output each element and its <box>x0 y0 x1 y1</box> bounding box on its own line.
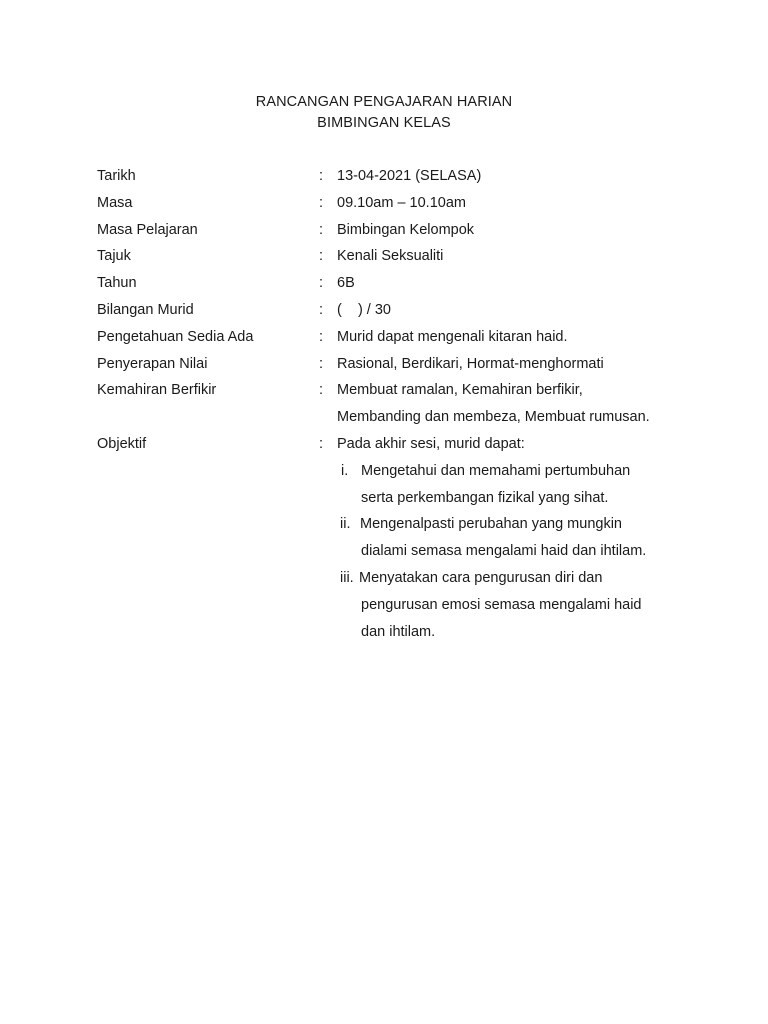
field-value: Rasional, Berdikari, Hormat-menghormati <box>337 355 604 372</box>
field-value: Bimbingan Kelompok <box>337 221 475 238</box>
objective-text: pengurusan emosi semasa mengalami haid <box>361 596 642 613</box>
field-row-penyerapan-nilai <box>97 351 697 378</box>
field-colon: : <box>319 328 324 345</box>
field-row-tarikh <box>97 163 697 190</box>
field-label: Tajuk <box>97 248 131 265</box>
objective-item-2 <box>97 511 697 538</box>
field-colon: : <box>319 382 324 399</box>
field-value: Membuat ramalan, Kemahiran berfikir, <box>337 382 583 399</box>
field-colon: : <box>319 435 324 452</box>
field-value: ( ) / 30 <box>337 301 391 318</box>
field-value-continued: Membanding dan membeza, Membuat rumusan. <box>337 409 650 426</box>
objective-item-1-cont <box>97 485 697 512</box>
lesson-plan-fields <box>97 163 697 645</box>
objective-text: Mengenalpasti perubahan yang mungkin <box>360 516 622 533</box>
field-value: Kenali Seksualiti <box>337 248 444 265</box>
field-row-masa <box>97 190 697 217</box>
field-value: 09.10am – 10.10am <box>337 194 466 211</box>
field-row-kemahiran-berfikir <box>97 377 697 404</box>
field-row-bilangan-murid <box>97 297 697 324</box>
objective-item-2-cont <box>97 538 697 565</box>
objective-text: dialami semasa mengalami haid dan ihtilam. <box>361 543 647 560</box>
field-label: Penyerapan Nilai <box>97 355 208 372</box>
field-value: 6B <box>337 275 355 292</box>
field-label: Tarikh <box>97 168 136 184</box>
field-value: 13-04-2021 (SELASA) <box>337 168 482 184</box>
objective-item-1 <box>97 458 697 485</box>
field-label: Objektif <box>97 435 147 452</box>
field-colon: : <box>319 248 324 265</box>
objective-marker: ii. <box>340 516 351 533</box>
field-value: Murid dapat mengenali kitaran haid. <box>337 328 568 345</box>
field-colon: : <box>319 275 324 292</box>
field-row-tajuk <box>97 243 697 270</box>
field-colon: : <box>319 355 324 372</box>
objective-item-3-cont <box>97 592 697 619</box>
field-label: Kemahiran Berfikir <box>97 382 217 399</box>
field-colon: : <box>319 194 324 211</box>
objective-text: Menyatakan cara pengurusan diri dan <box>359 569 603 586</box>
field-row-masa-pelajaran <box>97 217 697 244</box>
objective-text: serta perkembangan fizikal yang sihat. <box>361 489 609 506</box>
field-row-objektif <box>97 431 697 458</box>
field-label: Pengetahuan Sedia Ada <box>97 328 254 345</box>
field-row-kemahiran-berfikir-cont <box>97 404 697 431</box>
field-label: Tahun <box>97 275 137 292</box>
document-title: RANCANGAN PENGAJARAN HARIAN <box>255 94 513 110</box>
objective-item-3 <box>97 565 697 592</box>
objective-text: dan ihtilam. <box>361 623 436 640</box>
field-colon: : <box>319 301 324 318</box>
document-subtitle: BIMBINGAN KELAS <box>317 115 451 131</box>
objective-marker: iii. <box>340 569 354 586</box>
field-row-tahun <box>97 270 697 297</box>
field-row-pengetahuan-sedia-ada <box>97 324 697 351</box>
field-label: Masa Pelajaran <box>97 221 198 238</box>
field-colon: : <box>319 221 324 238</box>
field-value: Pada akhir sesi, murid dapat: <box>337 435 525 452</box>
field-label: Bilangan Murid <box>97 301 194 318</box>
field-colon: : <box>319 168 324 184</box>
field-label: Masa <box>97 194 133 211</box>
objective-marker: i. <box>341 462 349 479</box>
objective-text: Mengetahui dan memahami pertumbuhan <box>361 462 631 479</box>
objective-item-3-cont2 <box>97 619 697 646</box>
